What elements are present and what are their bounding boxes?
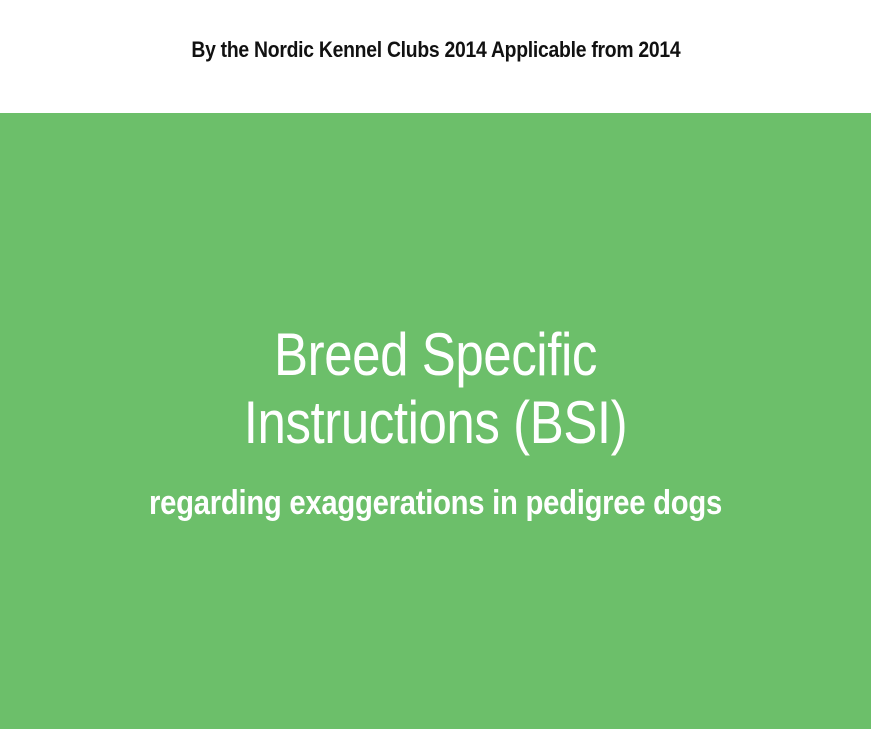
header-band — [0, 0, 871, 113]
title-line-2: Instructions (BSI) — [243, 389, 628, 456]
subtitle: regarding exaggerations in pedigree dogs — [148, 484, 722, 522]
title-line-1: Breed Specific — [274, 321, 597, 388]
cover-panel — [0, 113, 871, 729]
header-text: By the Nordic Kennel Clubs 2014 Applicable from 2014 — [190, 36, 681, 62]
